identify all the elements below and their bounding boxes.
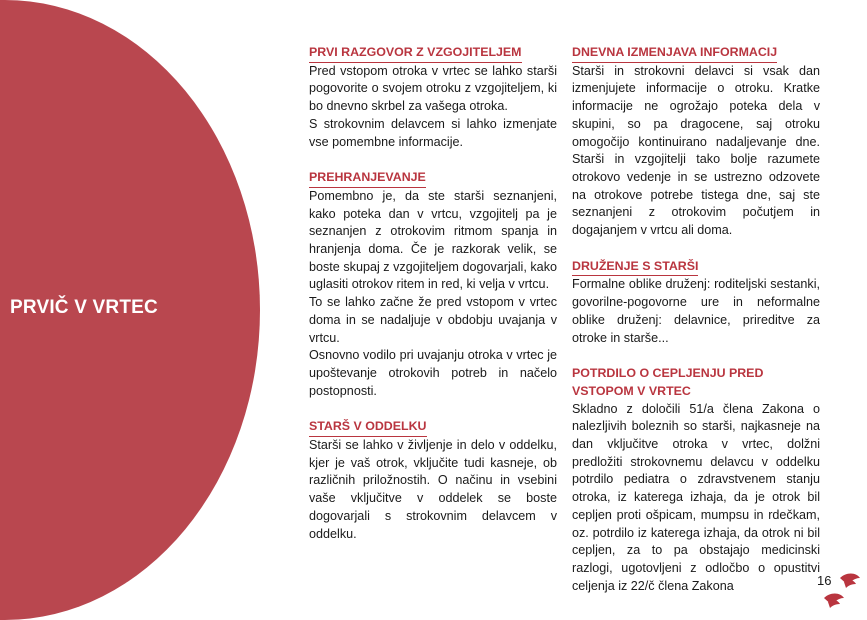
section-heading: STARŠ V ODDELKU (309, 418, 427, 437)
section-heading: PREHRANJEVANJE (309, 169, 426, 188)
section-parent-in-class (309, 418, 557, 543)
page-number: 16 (817, 573, 832, 588)
paragraph: Starši se lahko v življenje in delo v oddelku, kjer je vaš otrok, vključite tudi kasneje, ob različnih priložnostih. O načinu in vsebini vaše vključitve v oddelek se boste dogovarjali s strokovnim delavcem v oddelku. (309, 438, 557, 541)
left-column (309, 44, 557, 561)
paragraph: To se lahko začne že pred vstopom v vrtec doma in se nadaljuje v obdobju uvajanja v vrtcu. (309, 295, 557, 345)
section-heading: POTRDILO O CEPLJENJU PRED VSTOPOM V VRTEC (572, 366, 764, 398)
section-heading: DRUŽENJE S STARŠI (572, 258, 698, 277)
paragraph: Starši in strokovni delavci si vsak dan izmenjujete informacije o otroku. Kratke informacije ne ogrožajo poteka dela v skupini, so pa dragocene, saj otroku omogočijo kontinuirano nadaljevanje dne. Starši in vzgojitelji tako bolje razumete otrokovo vedenje in se ustrezno odzovete na otrokove potrebe tistega dne, saj ste seznanjeni z otrokovim počutjem in dogajanjem v vrtcu ali doma. (572, 63, 820, 238)
section-socializing (572, 258, 820, 348)
sidebar-title: PRVIČ V VRTEC (10, 297, 158, 318)
paragraph: Osnovno vodilo pri uvajanju otroka v vrtec je upoštevanje otrokovih potreb in načelo postopnosti. (309, 348, 557, 398)
section-nutrition (309, 169, 557, 400)
section-first-meeting (309, 44, 557, 151)
paragraph: Pomembno je, da ste starši seznanjeni, kako poteka dan v vrtcu, vzgojitelj pa je seznanjen z otrokovim ritmom spanja in hranjenja doma. Če je razkorak velik, se boste skupaj z vzgojiteljem dogovarjali, kako uglasiti otrokov ritem in red, ki velja v vrtcu. (309, 188, 557, 292)
section-heading: PRVI RAZGOVOR Z VZGOJITELJEM (309, 44, 522, 63)
paragraph: Formalne oblike druženj: roditeljski sestanki, govorilne-pogovorne ure in neformalne oblike druženj: delavnice, prireditve za otroke in starše... (572, 277, 820, 345)
section-daily-exchange (572, 44, 820, 240)
paragraph: Skladno z določili 51/a člena Zakona o nalezljivih boleznih so starši, najkasneje na dan vključitve otroka v vrtec, dolžni predložiti strokovnemu delavcu v oddelku potrdilo pediatra o zdravstvenem stanju otroka, iz katerega izhaja, da je otrok bil cepljen proti ošpicam, mumpsu in rdečkam, oz. potrdilo iz katerega izhaja, da otrok ni bil cepljen, za to pa obstajajo medicinski razlogi, ugotovljeni z odločbo o opustitvi celjenja iz 22/č člena Zakona (572, 401, 820, 593)
right-column (572, 44, 820, 613)
paw-print-icon (818, 570, 862, 612)
section-heading: DNEVNA IZMENJAVA INFORMACIJ (572, 44, 777, 63)
section-vaccination (572, 365, 820, 595)
paragraph: S strokovnim delavcem si lahko izmenjate vse pomembne informacije. (309, 116, 557, 149)
paragraph: Pred vstopom otroka v vrtec se lahko starši pogovorite o svojem otroku z vzgojiteljem, ki bo dnevno skrbel za vašega otroka. (309, 63, 557, 114)
